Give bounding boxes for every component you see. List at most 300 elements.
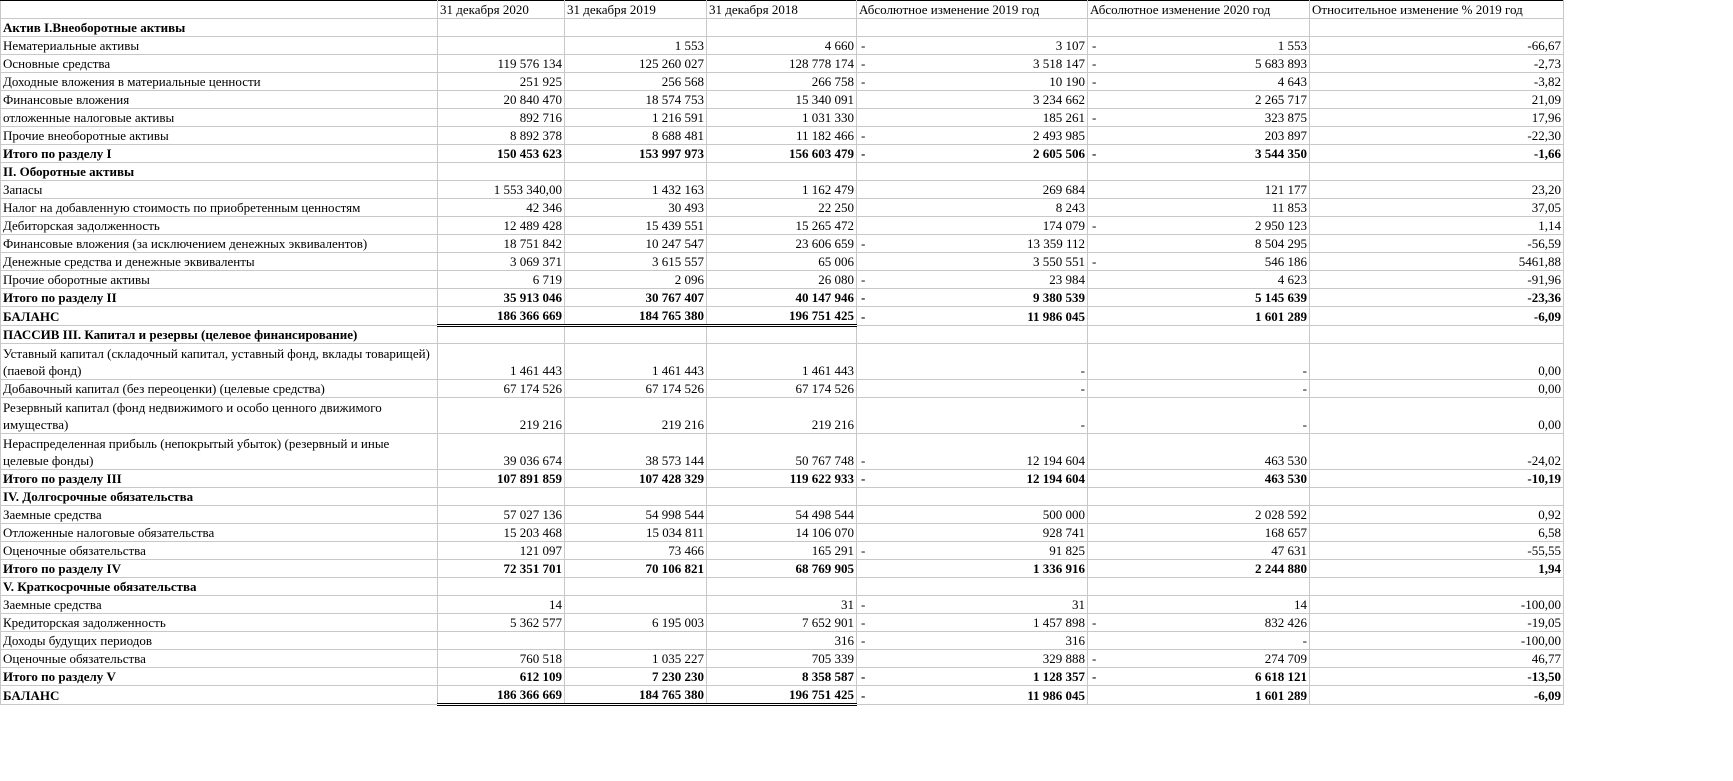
value-2018 bbox=[707, 326, 857, 344]
abs-change-2020-content bbox=[1090, 470, 1307, 487]
abs-change-2019-content bbox=[859, 687, 1085, 704]
value-2020: 219 216 bbox=[438, 398, 565, 434]
value-2019 bbox=[565, 163, 707, 181]
abs-change-2020 bbox=[1088, 253, 1310, 271]
abs-change-2020-content bbox=[1090, 253, 1307, 270]
value: 10 190 bbox=[1049, 74, 1085, 89]
value-2018: 14 106 070 bbox=[707, 524, 857, 542]
value-2020: 42 346 bbox=[438, 199, 565, 217]
value: - bbox=[1302, 381, 1307, 396]
value-2020 bbox=[438, 578, 565, 596]
section-header-row bbox=[1, 19, 1564, 37]
sign-marker: - bbox=[1092, 38, 1097, 53]
table-row bbox=[1, 344, 1564, 380]
value: 5 145 639 bbox=[1255, 290, 1307, 305]
sign-marker: - bbox=[1092, 651, 1097, 666]
abs-change-2020 bbox=[1088, 344, 1310, 380]
value: 23 984 bbox=[1049, 272, 1085, 287]
abs-change-2020 bbox=[1088, 560, 1310, 578]
abs-change-2020-content bbox=[1090, 452, 1307, 469]
abs-change-2020-content bbox=[1090, 199, 1307, 216]
rel-change-2019 bbox=[1310, 578, 1564, 596]
value-2019: 8 688 481 bbox=[565, 127, 707, 145]
value: 2 265 717 bbox=[1255, 92, 1307, 107]
abs-change-2020 bbox=[1088, 524, 1310, 542]
value-2019 bbox=[565, 596, 707, 614]
abs-change-2019-content bbox=[859, 253, 1085, 270]
value: - bbox=[1302, 633, 1307, 648]
header-cell-2020: 31 декабря 2020 bbox=[438, 1, 565, 19]
abs-change-2019-content bbox=[859, 380, 1085, 397]
section-header-row bbox=[1, 578, 1564, 596]
value: 269 684 bbox=[1042, 182, 1085, 197]
value: 3 518 147 bbox=[1033, 56, 1085, 71]
value-2019: 1 216 591 bbox=[565, 109, 707, 127]
value: 316 bbox=[1065, 633, 1085, 648]
value-2020: 186 366 669 bbox=[438, 307, 565, 326]
abs-change-2020 bbox=[1088, 91, 1310, 109]
abs-change-2020 bbox=[1088, 37, 1310, 55]
header-cell-abs-2019: Абсолютное изменение 2019 год bbox=[857, 1, 1088, 19]
value-2018: 316 bbox=[707, 632, 857, 650]
value: 1 601 289 bbox=[1255, 688, 1307, 703]
abs-change-2019-content bbox=[859, 73, 1085, 90]
value-2018: 67 174 526 bbox=[707, 380, 857, 398]
rel-change-2019: -100,00 bbox=[1310, 632, 1564, 650]
abs-change-2020 bbox=[1088, 289, 1310, 307]
value: 8 243 bbox=[1055, 200, 1085, 215]
value-2019: 107 428 329 bbox=[565, 470, 707, 488]
abs-change-2019 bbox=[857, 73, 1088, 91]
rel-change-2019: 17,96 bbox=[1310, 109, 1564, 127]
sign-marker: - bbox=[861, 128, 866, 143]
abs-change-2020 bbox=[1088, 326, 1310, 344]
abs-change-2019 bbox=[857, 271, 1088, 289]
sign-marker: - bbox=[861, 74, 866, 89]
value: 203 897 bbox=[1264, 128, 1307, 143]
abs-change-2020 bbox=[1088, 614, 1310, 632]
value-2018: 1 162 479 bbox=[707, 181, 857, 199]
sign-marker: - bbox=[861, 543, 866, 558]
value: 2 493 985 bbox=[1033, 128, 1085, 143]
value: 3 234 662 bbox=[1033, 92, 1085, 107]
sign-marker: - bbox=[861, 669, 866, 684]
value: 832 426 bbox=[1264, 615, 1307, 630]
value-2020: 15 203 468 bbox=[438, 524, 565, 542]
abs-change-2020 bbox=[1088, 650, 1310, 668]
value-2018 bbox=[707, 19, 857, 37]
value: - bbox=[1080, 381, 1085, 396]
table-row bbox=[1, 181, 1564, 199]
sign-marker: - bbox=[861, 56, 866, 71]
table-row bbox=[1, 253, 1564, 271]
rel-change-2019: 0,00 bbox=[1310, 398, 1564, 434]
abs-change-2019 bbox=[857, 596, 1088, 614]
abs-change-2019-content bbox=[859, 235, 1085, 252]
row-label: V. Краткосрочные обязательства bbox=[1, 578, 438, 596]
rel-change-2019: 37,05 bbox=[1310, 199, 1564, 217]
value: 12 194 604 bbox=[1026, 471, 1085, 486]
abs-change-2019 bbox=[857, 398, 1088, 434]
value-2019: 1 035 227 bbox=[565, 650, 707, 668]
value-2018: 196 751 425 bbox=[707, 307, 857, 326]
value: 1 553 bbox=[1277, 38, 1307, 53]
total-row bbox=[1, 307, 1564, 326]
rel-change-2019: -66,67 bbox=[1310, 37, 1564, 55]
value: - bbox=[1080, 417, 1085, 432]
value-2019: 54 998 544 bbox=[565, 506, 707, 524]
total-row bbox=[1, 145, 1564, 163]
value-2019: 7 230 230 bbox=[565, 668, 707, 686]
value-2020: 3 069 371 bbox=[438, 253, 565, 271]
value-2020: 39 036 674 bbox=[438, 434, 565, 470]
abs-change-2019 bbox=[857, 307, 1088, 326]
table-row bbox=[1, 398, 1564, 434]
value-2018: 128 778 174 bbox=[707, 55, 857, 73]
value-2020: 6 719 bbox=[438, 271, 565, 289]
abs-change-2020 bbox=[1088, 542, 1310, 560]
row-label: Актив I.Внеоборотные активы bbox=[1, 19, 438, 37]
abs-change-2020 bbox=[1088, 668, 1310, 686]
sign-marker: - bbox=[1092, 254, 1097, 269]
abs-change-2020-content bbox=[1090, 614, 1307, 631]
value-2020 bbox=[438, 326, 565, 344]
abs-change-2020 bbox=[1088, 686, 1310, 705]
table-row bbox=[1, 91, 1564, 109]
abs-change-2019 bbox=[857, 127, 1088, 145]
abs-change-2019 bbox=[857, 506, 1088, 524]
row-label: Итого по разделу III bbox=[1, 470, 438, 488]
value-2018 bbox=[707, 488, 857, 506]
table-row bbox=[1, 380, 1564, 398]
row-label: Дебиторская задолженность bbox=[1, 217, 438, 235]
section-header-row bbox=[1, 488, 1564, 506]
row-label: ПАССИВ III. Капитал и резервы (целевое финансирование) bbox=[1, 326, 438, 344]
value-2019: 30 767 407 bbox=[565, 289, 707, 307]
abs-change-2019-content bbox=[859, 452, 1085, 469]
section-header-row bbox=[1, 326, 1564, 344]
abs-change-2019-content bbox=[859, 145, 1085, 162]
sign-marker: - bbox=[861, 309, 866, 324]
abs-change-2019 bbox=[857, 19, 1088, 37]
value-2020: 150 453 623 bbox=[438, 145, 565, 163]
abs-change-2019 bbox=[857, 614, 1088, 632]
sign-marker: - bbox=[861, 453, 866, 468]
total-row bbox=[1, 686, 1564, 705]
abs-change-2020-content bbox=[1090, 145, 1307, 162]
value: 2 605 506 bbox=[1033, 146, 1085, 161]
value: 2 244 880 bbox=[1255, 561, 1307, 576]
value-2020: 760 518 bbox=[438, 650, 565, 668]
rel-change-2019: -24,02 bbox=[1310, 434, 1564, 470]
rel-change-2019: -55,55 bbox=[1310, 542, 1564, 560]
abs-change-2019 bbox=[857, 380, 1088, 398]
value-2019 bbox=[565, 326, 707, 344]
abs-change-2019-content bbox=[859, 181, 1085, 198]
abs-change-2020-content bbox=[1090, 542, 1307, 559]
sign-marker: - bbox=[861, 633, 866, 648]
rel-change-2019: -22,30 bbox=[1310, 127, 1564, 145]
sign-marker: - bbox=[861, 236, 866, 251]
rel-change-2019 bbox=[1310, 19, 1564, 37]
abs-change-2019 bbox=[857, 181, 1088, 199]
value-2018 bbox=[707, 163, 857, 181]
total-row bbox=[1, 668, 1564, 686]
value: 463 530 bbox=[1264, 471, 1307, 486]
value-2019: 73 466 bbox=[565, 542, 707, 560]
abs-change-2019-content bbox=[859, 614, 1085, 631]
value-2018: 196 751 425 bbox=[707, 686, 857, 705]
abs-change-2019-content bbox=[859, 470, 1085, 487]
value: 11 986 045 bbox=[1027, 688, 1085, 703]
abs-change-2019 bbox=[857, 560, 1088, 578]
abs-change-2019-content bbox=[859, 650, 1085, 667]
table-row bbox=[1, 217, 1564, 235]
abs-change-2020 bbox=[1088, 380, 1310, 398]
row-label: Отложенные налоговые обязательства bbox=[1, 524, 438, 542]
value-2018: 705 339 bbox=[707, 650, 857, 668]
row-label: Итого по разделу I bbox=[1, 145, 438, 163]
value-2019: 38 573 144 bbox=[565, 434, 707, 470]
abs-change-2019-content bbox=[859, 37, 1085, 54]
abs-change-2019 bbox=[857, 686, 1088, 705]
value: 1 128 357 bbox=[1033, 669, 1085, 684]
abs-change-2020-content bbox=[1090, 37, 1307, 54]
value: 121 177 bbox=[1264, 182, 1307, 197]
value-2018: 54 498 544 bbox=[707, 506, 857, 524]
abs-change-2020 bbox=[1088, 271, 1310, 289]
abs-change-2020 bbox=[1088, 488, 1310, 506]
row-label: Добавочный капитал (без переоценки) (целевые средства) bbox=[1, 380, 438, 398]
value-2020: 5 362 577 bbox=[438, 614, 565, 632]
table-row bbox=[1, 524, 1564, 542]
row-label: отложенные налоговые активы bbox=[1, 109, 438, 127]
value-2018: 15 265 472 bbox=[707, 217, 857, 235]
sign-marker: - bbox=[1092, 669, 1097, 684]
value-2018: 156 603 479 bbox=[707, 145, 857, 163]
row-label: II. Оборотные активы bbox=[1, 163, 438, 181]
section-header-row bbox=[1, 163, 1564, 181]
value: 174 079 bbox=[1042, 218, 1085, 233]
table-row bbox=[1, 632, 1564, 650]
row-label: Основные средства bbox=[1, 55, 438, 73]
abs-change-2019 bbox=[857, 217, 1088, 235]
value-2020: 892 716 bbox=[438, 109, 565, 127]
abs-change-2020-content bbox=[1090, 596, 1307, 613]
rel-change-2019: -6,09 bbox=[1310, 686, 1564, 705]
row-label: Налог на добавленную стоимость по приобретенным ценностям bbox=[1, 199, 438, 217]
header-cell-label bbox=[1, 1, 438, 19]
row-label: Заемные средства bbox=[1, 596, 438, 614]
abs-change-2020 bbox=[1088, 578, 1310, 596]
abs-change-2020-content bbox=[1090, 289, 1307, 306]
value-2018: 23 606 659 bbox=[707, 235, 857, 253]
abs-change-2019 bbox=[857, 55, 1088, 73]
abs-change-2020-content bbox=[1090, 235, 1307, 252]
row-label: Финансовые вложения bbox=[1, 91, 438, 109]
abs-change-2019-content bbox=[859, 109, 1085, 126]
value: 329 888 bbox=[1042, 651, 1085, 666]
value-2018: 266 758 bbox=[707, 73, 857, 91]
abs-change-2019-content bbox=[859, 524, 1085, 541]
value-2018: 50 767 748 bbox=[707, 434, 857, 470]
abs-change-2020-content bbox=[1090, 506, 1307, 523]
rel-change-2019: 0,92 bbox=[1310, 506, 1564, 524]
value-2020 bbox=[438, 488, 565, 506]
rel-change-2019: -13,50 bbox=[1310, 668, 1564, 686]
abs-change-2019 bbox=[857, 109, 1088, 127]
table-row bbox=[1, 506, 1564, 524]
rel-change-2019: 6,58 bbox=[1310, 524, 1564, 542]
value: 2 950 123 bbox=[1255, 218, 1307, 233]
value-2018: 119 622 933 bbox=[707, 470, 857, 488]
row-label: Прочие оборотные активы bbox=[1, 271, 438, 289]
value-2018: 65 006 bbox=[707, 253, 857, 271]
table-row bbox=[1, 542, 1564, 560]
value-2019: 10 247 547 bbox=[565, 235, 707, 253]
abs-change-2020-content bbox=[1090, 668, 1307, 685]
abs-change-2020-content bbox=[1090, 362, 1307, 379]
value: - bbox=[1302, 417, 1307, 432]
abs-change-2019 bbox=[857, 326, 1088, 344]
row-label: Итого по разделу II bbox=[1, 289, 438, 307]
value-2018: 26 080 bbox=[707, 271, 857, 289]
row-label: Оценочные обязательства bbox=[1, 650, 438, 668]
rel-change-2019: 46,77 bbox=[1310, 650, 1564, 668]
value-2020: 107 891 859 bbox=[438, 470, 565, 488]
abs-change-2019 bbox=[857, 668, 1088, 686]
value: 1 601 289 bbox=[1255, 309, 1307, 324]
value-2020: 8 892 378 bbox=[438, 127, 565, 145]
value-2018: 15 340 091 bbox=[707, 91, 857, 109]
rel-change-2019: -10,19 bbox=[1310, 470, 1564, 488]
value-2018: 165 291 bbox=[707, 542, 857, 560]
abs-change-2020-content bbox=[1090, 632, 1307, 649]
value-2018: 40 147 946 bbox=[707, 289, 857, 307]
sign-marker: - bbox=[861, 146, 866, 161]
abs-change-2020-content bbox=[1090, 524, 1307, 541]
value-2019: 219 216 bbox=[565, 398, 707, 434]
abs-change-2020 bbox=[1088, 596, 1310, 614]
abs-change-2019 bbox=[857, 470, 1088, 488]
table-row bbox=[1, 55, 1564, 73]
abs-change-2019-content bbox=[859, 632, 1085, 649]
abs-change-2019-content bbox=[859, 416, 1085, 433]
sign-marker: - bbox=[861, 615, 866, 630]
value-2019 bbox=[565, 578, 707, 596]
abs-change-2019-content bbox=[859, 362, 1085, 379]
value-2019: 184 765 380 bbox=[565, 307, 707, 326]
abs-change-2019 bbox=[857, 632, 1088, 650]
sign-marker: - bbox=[1092, 218, 1097, 233]
row-label: Итого по разделу IV bbox=[1, 560, 438, 578]
abs-change-2020-content bbox=[1090, 650, 1307, 667]
abs-change-2019 bbox=[857, 91, 1088, 109]
rel-change-2019: -23,36 bbox=[1310, 289, 1564, 307]
sign-marker: - bbox=[1092, 74, 1097, 89]
abs-change-2020 bbox=[1088, 199, 1310, 217]
abs-change-2019-content bbox=[859, 596, 1085, 613]
value-2018 bbox=[707, 578, 857, 596]
rel-change-2019: -100,00 bbox=[1310, 596, 1564, 614]
table-row bbox=[1, 73, 1564, 91]
value-2020: 14 bbox=[438, 596, 565, 614]
value-2018: 11 182 466 bbox=[707, 127, 857, 145]
sign-marker: - bbox=[1092, 56, 1097, 71]
sign-marker: - bbox=[861, 471, 866, 486]
row-label: Прочие внеоборотные активы bbox=[1, 127, 438, 145]
table-row bbox=[1, 271, 1564, 289]
abs-change-2019-content bbox=[859, 55, 1085, 72]
value: 11 986 045 bbox=[1027, 309, 1085, 324]
rel-change-2019: 1,14 bbox=[1310, 217, 1564, 235]
value-2018: 1 031 330 bbox=[707, 109, 857, 127]
abs-change-2020-content bbox=[1090, 91, 1307, 108]
abs-change-2020-content bbox=[1090, 687, 1307, 704]
value-2019: 15 034 811 bbox=[565, 524, 707, 542]
value-2019: 30 493 bbox=[565, 199, 707, 217]
row-label: Доходы будущих периодов bbox=[1, 632, 438, 650]
abs-change-2020-content bbox=[1090, 308, 1307, 325]
table-row bbox=[1, 109, 1564, 127]
value-2019 bbox=[565, 488, 707, 506]
value-2019: 6 195 003 bbox=[565, 614, 707, 632]
table-body bbox=[1, 1, 1564, 705]
value: 3 544 350 bbox=[1255, 146, 1307, 161]
abs-change-2020 bbox=[1088, 127, 1310, 145]
table-row bbox=[1, 650, 1564, 668]
value: 13 359 112 bbox=[1026, 236, 1085, 251]
rel-change-2019: 0,00 bbox=[1310, 344, 1564, 380]
value: 185 261 bbox=[1042, 110, 1085, 125]
abs-change-2020 bbox=[1088, 398, 1310, 434]
value-2020: 251 925 bbox=[438, 73, 565, 91]
value: 928 741 bbox=[1042, 525, 1085, 540]
rel-change-2019: -1,66 bbox=[1310, 145, 1564, 163]
value-2020 bbox=[438, 632, 565, 650]
abs-change-2020 bbox=[1088, 434, 1310, 470]
value: 1 457 898 bbox=[1033, 615, 1085, 630]
value: 463 530 bbox=[1264, 453, 1307, 468]
value-2020: 67 174 526 bbox=[438, 380, 565, 398]
value: - bbox=[1080, 363, 1085, 378]
abs-change-2020-content bbox=[1090, 380, 1307, 397]
abs-change-2020 bbox=[1088, 163, 1310, 181]
table-row bbox=[1, 434, 1564, 470]
value-2020: 1 553 340,00 bbox=[438, 181, 565, 199]
abs-change-2019 bbox=[857, 488, 1088, 506]
row-label: Денежные средства и денежные эквиваленты bbox=[1, 253, 438, 271]
sign-marker: - bbox=[861, 688, 866, 703]
abs-change-2019-content bbox=[859, 127, 1085, 144]
abs-change-2019-content bbox=[859, 560, 1085, 577]
row-label: Нераспределенная прибыль (непокрытый убыток) (резервный и иные целевые фонды) bbox=[1, 434, 438, 470]
row-label: IV. Долгосрочные обязательства bbox=[1, 488, 438, 506]
rel-change-2019 bbox=[1310, 163, 1564, 181]
abs-change-2020-content bbox=[1090, 416, 1307, 433]
value-2020: 35 913 046 bbox=[438, 289, 565, 307]
row-label: Доходные вложения в материальные ценности bbox=[1, 73, 438, 91]
value: 5 683 893 bbox=[1255, 56, 1307, 71]
value-2019: 1 432 163 bbox=[565, 181, 707, 199]
abs-change-2019-content bbox=[859, 271, 1085, 288]
header-cell-2018: 31 декабря 2018 bbox=[707, 1, 857, 19]
abs-change-2019 bbox=[857, 434, 1088, 470]
total-row bbox=[1, 289, 1564, 307]
value: 546 186 bbox=[1264, 254, 1307, 269]
value-2020: 612 109 bbox=[438, 668, 565, 686]
table-row bbox=[1, 199, 1564, 217]
